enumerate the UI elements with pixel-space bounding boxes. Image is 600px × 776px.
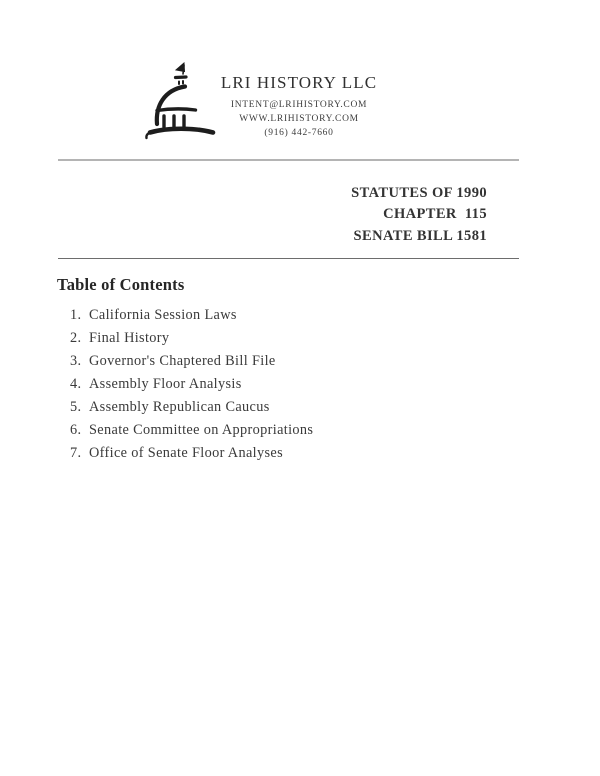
toc-item-number: 2. [70,330,82,346]
statute-reference [351,183,487,247]
toc-item-number: 7. [70,445,82,461]
horizontal-rule-bottom [58,258,519,259]
toc-item-number: 4. [70,376,82,392]
toc-item-number: 1. [70,307,82,323]
toc-item [70,377,500,392]
toc-item-number: 3. [70,353,82,369]
toc-item-label: Senate Committee on Appropriations [89,422,314,438]
toc-item-label: Assembly Floor Analysis [89,376,242,392]
toc-item [70,308,500,323]
website-line: WWW.LRIHISTORY.COM [239,114,359,125]
toc-item-number: 6. [70,422,82,438]
toc-item-label: California Session Laws [89,307,237,323]
toc-item [70,446,500,461]
senate-bill-line: SENATE BILL 1581 [353,227,487,244]
contact-block [212,98,386,141]
toc-item-label: Office of Senate Floor Analyses [89,445,284,461]
toc-item-label: Governor's Chaptered Bill File [89,353,276,369]
capitol-dome-icon [142,60,220,142]
letterhead [212,73,386,141]
toc-title: Table of Contents [57,275,185,294]
email-line: INTENT@LRIHISTORY.COM [230,100,368,110]
horizontal-rule-top [58,159,519,161]
toc-item [70,400,500,415]
toc-item [70,423,500,438]
company-name: LRI HISTORY LLC [220,73,378,92]
toc-item-label: Final History [89,330,170,346]
toc-item-label: Assembly Republican Caucus [89,399,270,415]
phone-line: (916) 442-7660 [264,128,334,139]
toc-list [70,308,500,469]
statutes-line: STATUTES OF 1990 [351,185,487,201]
toc-item [70,354,500,369]
chapter-line: CHAPTER 115 [383,206,487,223]
toc-item [70,331,500,346]
toc-item-number: 5. [70,399,82,415]
